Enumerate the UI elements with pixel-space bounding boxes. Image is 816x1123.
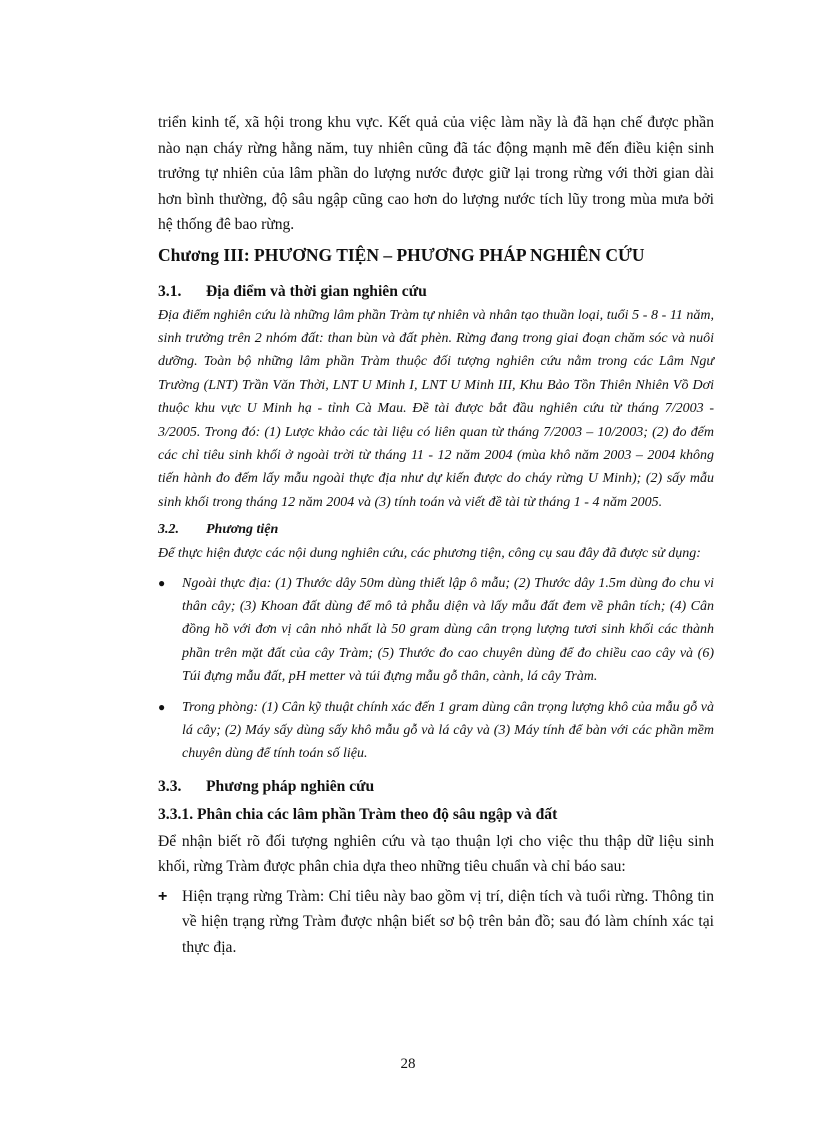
criteria-list <box>158 884 714 961</box>
section-number: 3.2. <box>158 522 179 538</box>
list-item-text: Hiện trạng rừng Tràm: Chỉ tiêu này bao gồm vị trí, diện tích và tuổi rừng. Thông tin về hiện trạng rừng Tràm được nhận biết sơ bộ trên bản đồ; sau đó làm chính xác tại thực địa. <box>182 887 714 956</box>
list-item-text: Trong phòng: (1) Cân kỹ thuật chính xác đến 1 gram dùng cân trọng lượng khô của mẫu gỗ và lá cây; (2) Máy sấy dùng sấy khô mẫu gỗ và lá cây và (3) Máy tính để bàn với các phần mềm chuyên dùng để tính toán số liệu. <box>182 699 714 762</box>
intro-paragraph: triển kinh tế, xã hội trong khu vực. Kết quả của việc làm nầy là đã hạn chế được phần nào nạn cháy rừng hằng năm, tuy nhiên cũng đã tác động mạnh mẽ đến điều kiện sinh trưởng tự nhiên của lâm phần do lượng nước được giữ lại trong rừng với thời gian dài hơn bình thường, độ sâu ngập cũng cao hơn do lượng nước tích lũy trong mùa mưa bởi hệ thống đê bao rừng. <box>158 114 714 233</box>
list-item <box>158 884 714 961</box>
section-3-3-1-heading: 3.3.1. Phân chia các lâm phần Tràm theo độ sâu ngập và đất <box>158 805 558 823</box>
section-title: Địa điểm và thời gian nghiên cứu <box>206 282 427 300</box>
section-3-2-heading <box>158 518 714 542</box>
list-item-text: Ngoài thực địa: (1) Thước dây 50m dùng thiết lập ô mẫu; (2) Thước dây 1.5m dùng đo chu vi thân cây; (3) Khoan đất dùng để mô tả phẫu diện và lấy mẫu đất đem về phân tích; (4) Cân đồng hồ với đơn vị cân nhỏ nhất là 50 gram dùng cân trọng lượng tươi sinh khối các thành phần trên mặt đất của cây Tràm; (5) Thước đo cao chuyên dùng để đo chiều cao cây và (6) Túi đựng mẫu đất, pH metter và túi đựng mẫu gỗ thân, cành, lá cây Tràm. <box>182 575 714 685</box>
page-number: 28 <box>400 1056 416 1072</box>
section-number: 3.3. <box>158 777 182 795</box>
document-page <box>158 110 714 960</box>
section-title: Phương pháp nghiên cứu <box>206 777 375 795</box>
section-3-1-text: Địa điểm nghiên cứu là những lâm phần Tràm tự nhiên và nhân tạo thuần loại, tuổi 5 - 8 - 11 năm, sinh trưởng trên 2 nhóm đất: than bùn và đất phèn. Rừng đang trong giai đoạn chăm sóc và nuôi dưỡng. Toàn bộ những lâm phần Tràm thuộc đối tượng nghiên cứu nằm trong các Lâm Ngư Trường (LNT) Trần Văn Thời, LNT U Minh I, LNT U Minh III, Khu Bảo Tồn Thiên Nhiên Vồ Dơi thuộc khu vực U Minh hạ - tỉnh Cà Mau. Đề tài được bắt đầu nghiên cứu từ tháng 7/2003 - 3/2005. Trong đó: (1) Lược khảo các tài liệu có liên quan từ tháng 7/2003 – 10/2003; (2) đo đếm các chỉ tiêu sinh khối ở ngoài trời từ tháng 11 - 12 năm 2004 (mùa khô năm 2003 – 2004 không tiến hành đo đếm lấy mẫu ngoài thực địa như dự kiến được do cháy rừng U Minh); (2) sấy mẫu sinh khối trong tháng 12 năm 2004 và (3) tính toán và viết đề tài từ tháng 1 - 4 năm 2005. <box>158 307 714 510</box>
bullet-icon: ● <box>158 575 166 590</box>
list-item <box>158 572 714 689</box>
section-3-3-1-text: Để nhận biết rõ đối tượng nghiên cứu và tạo thuận lợi cho việc thu thập dữ liệu sinh khối, rừng Tràm được phân chia dựa theo những tiêu chuẩn và chỉ báo sau: <box>158 832 714 876</box>
bullet-icon: ● <box>158 699 166 714</box>
section-3-2-text: Để thực hiện được các nội dung nghiên cứu, các phương tiện, công cụ sau đây đã được sử dụng: <box>158 546 701 562</box>
section-3-1-heading <box>158 280 714 304</box>
equipment-list <box>158 572 714 766</box>
section-3-3-heading <box>158 773 714 801</box>
section-title: Phương tiện <box>206 522 279 538</box>
section-number: 3.1. <box>158 282 182 300</box>
chapter-title: Chương III: PHƯƠNG TIỆN – PHƯƠNG PHÁP NGHIÊN CỨU <box>158 244 645 265</box>
plus-icon: + <box>158 887 168 905</box>
list-item <box>158 696 714 766</box>
